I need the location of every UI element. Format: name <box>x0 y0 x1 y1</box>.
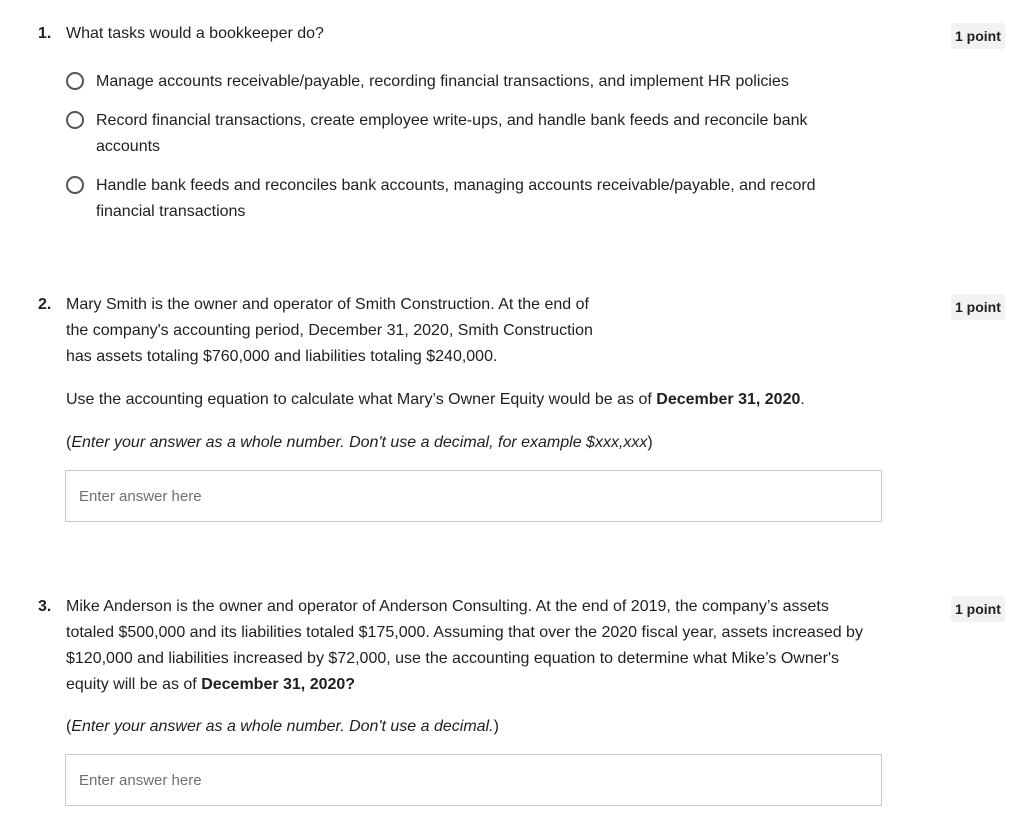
answer-input[interactable] <box>65 470 882 522</box>
points-badge: 1 point <box>951 294 1005 320</box>
answer-format-note: (Enter your answer as a whole number. Don't use a decimal, for example $xxx,xxx) <box>66 434 653 451</box>
question-prompt: Mike Anderson is the owner and operator of Anderson Consulting. At the end of 2019, the company’s assets totaled $500,000 and its liabilities totaled $175,000. Assuming that over the 2020 fiscal year, assets increased by $120,000 and liabilities increased by $72,000, use the accounting equation to determine what Mike’s Owner's equity will be as of December 31, 2020? <box>66 598 863 693</box>
radio-button[interactable] <box>66 72 84 90</box>
question-number: 2. <box>38 296 52 313</box>
option-label: Record financial transactions, create employee write-ups, and handle bank feeds and reconcile bank accounts <box>96 112 808 155</box>
answer-option-2[interactable] <box>66 108 808 160</box>
option-label: Handle bank feeds and reconciles bank accounts, managing accounts receivable/payable, and record financial transactions <box>96 177 816 220</box>
radio-button[interactable] <box>66 176 84 194</box>
question-number: 3. <box>38 598 52 615</box>
points-badge: 1 point <box>951 23 1005 49</box>
question-number: 1. <box>38 25 52 42</box>
question-instruction: Use the accounting equation to calculate what Mary’s Owner Equity would be as of December 31, 2020. <box>66 391 805 408</box>
option-label: Manage accounts receivable/payable, recording financial transactions, and implement HR policies <box>96 73 789 90</box>
answer-input[interactable] <box>65 754 882 806</box>
question-prompt: What tasks would a bookkeeper do? <box>66 25 324 42</box>
answer-option-1[interactable] <box>66 69 789 95</box>
radio-button[interactable] <box>66 111 84 129</box>
points-badge: 1 point <box>951 596 1005 622</box>
answer-option-3[interactable] <box>66 173 816 225</box>
answer-format-note: (Enter your answer as a whole number. Don't use a decimal.) <box>66 718 499 735</box>
question-prompt: Mary Smith is the owner and operator of Smith Construction. At the end of the company's accounting period, December 31, 2020, Smith Construction has assets totaling $760,000 and liabilities totaling $240,000. <box>66 296 593 365</box>
